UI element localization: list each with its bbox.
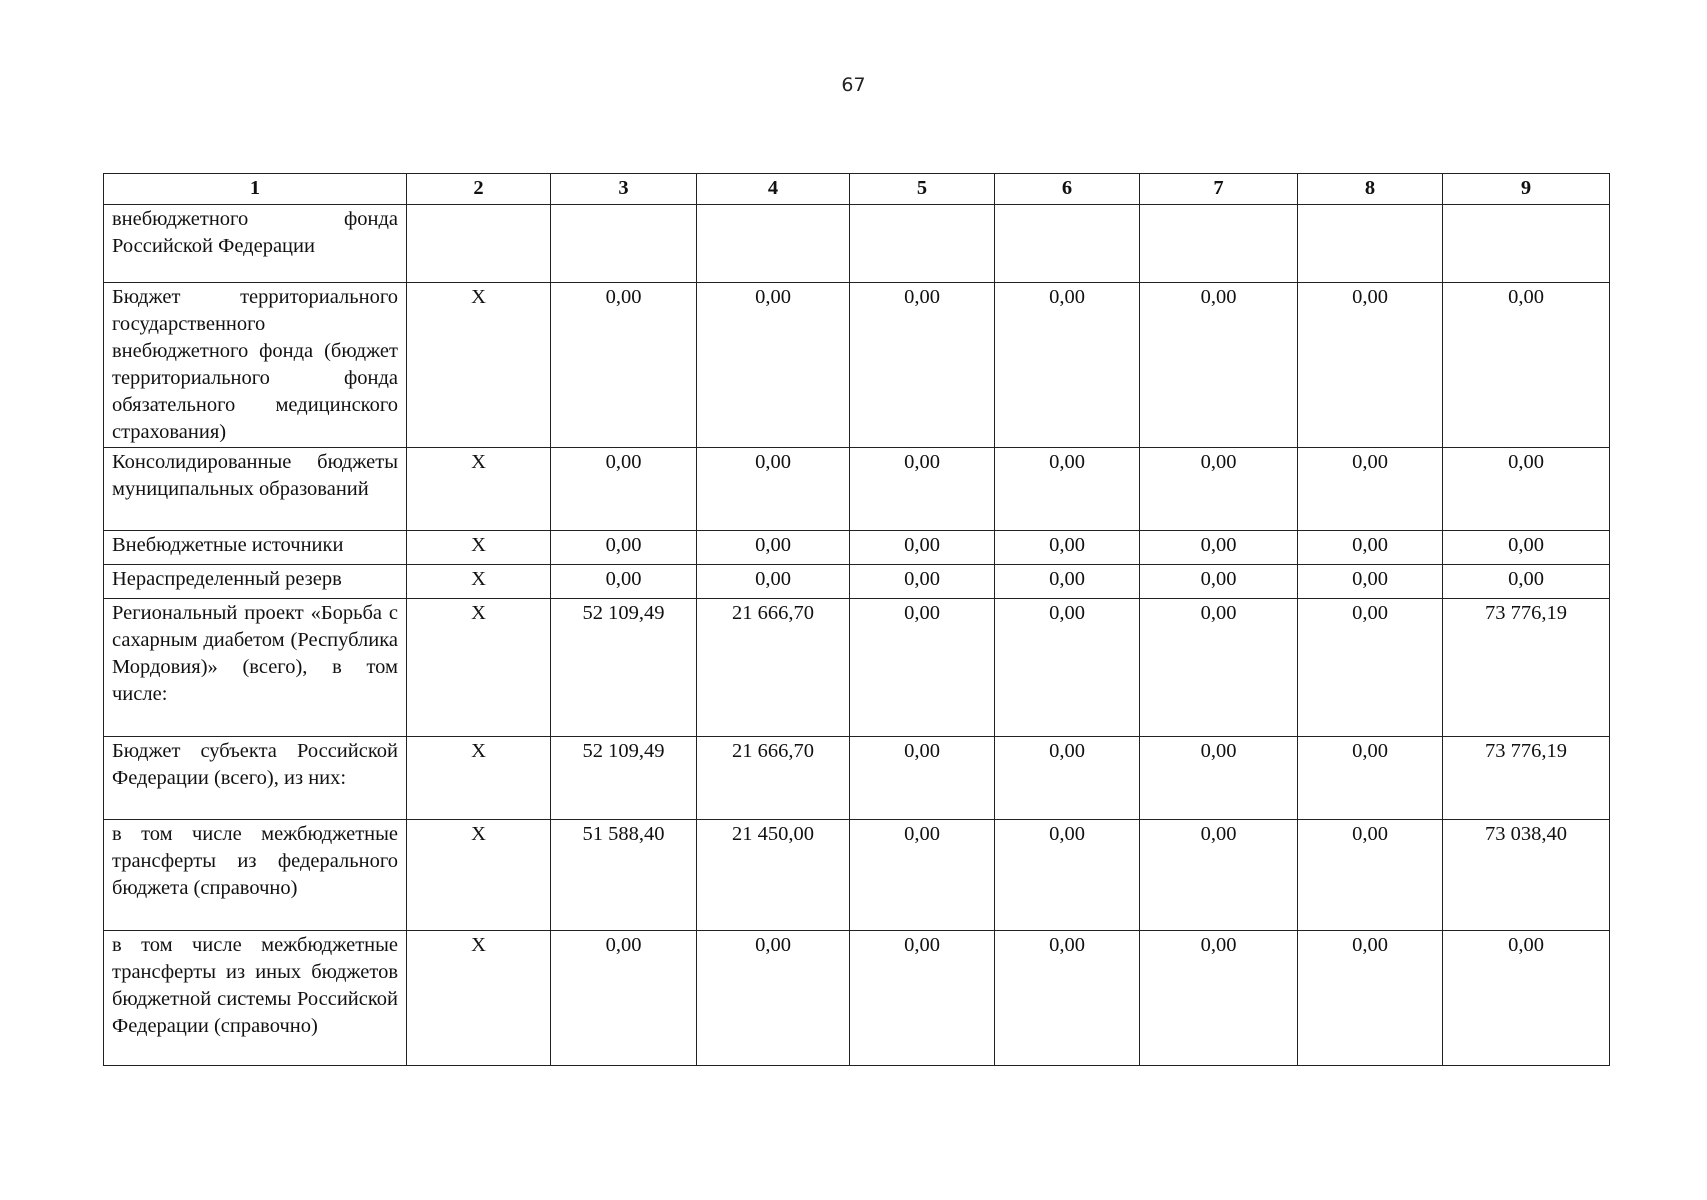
value-cell	[697, 205, 850, 283]
value-cell: 0,00	[995, 599, 1140, 737]
value-cell: 0,00	[850, 931, 995, 1066]
row-name-cell: Внебюджетные источники	[104, 531, 407, 565]
header-row	[104, 174, 1610, 205]
budget-table	[103, 173, 1610, 1066]
value-cell: 0,00	[1140, 599, 1298, 737]
value-cell: 0,00	[1298, 820, 1443, 931]
value-cell: 0,00	[995, 737, 1140, 820]
table-row	[104, 531, 1610, 565]
row-name-cell: внебюджетного фонда Российской Федерации	[104, 205, 407, 283]
row-name-cell: Нераспределенный резерв	[104, 565, 407, 599]
table-row	[104, 205, 1610, 283]
value-cell: X	[407, 931, 551, 1066]
value-cell: 0,00	[697, 565, 850, 599]
value-cell: 0,00	[995, 931, 1140, 1066]
value-cell: 0,00	[551, 283, 697, 448]
value-cell: 0,00	[1443, 448, 1610, 531]
table-row	[104, 820, 1610, 931]
value-cell: 73 776,19	[1443, 599, 1610, 737]
value-cell: 0,00	[551, 931, 697, 1066]
value-cell: 0,00	[1140, 931, 1298, 1066]
value-cell: 0,00	[850, 531, 995, 565]
value-cell: 0,00	[850, 448, 995, 531]
table-header	[104, 174, 1610, 205]
value-cell: 0,00	[850, 820, 995, 931]
budget-table-container	[103, 173, 1609, 1066]
value-cell: 21 450,00	[697, 820, 850, 931]
column-header-6: 6	[995, 174, 1140, 205]
value-cell	[1298, 205, 1443, 283]
value-cell: 0,00	[551, 565, 697, 599]
column-header-8: 8	[1298, 174, 1443, 205]
row-name-cell: Бюджет территориального государственного внебюджетного фонда (бюджет территориального фонда обязательного медицинского страхования)	[104, 283, 407, 448]
table-row	[104, 448, 1610, 531]
value-cell	[407, 205, 551, 283]
table-row	[104, 737, 1610, 820]
column-header-3: 3	[551, 174, 697, 205]
value-cell	[995, 205, 1140, 283]
value-cell: X	[407, 565, 551, 599]
value-cell: 52 109,49	[551, 737, 697, 820]
value-cell: 0,00	[1140, 820, 1298, 931]
value-cell: 0,00	[697, 931, 850, 1066]
row-name-cell: Бюджет субъекта Российской Федерации (всего), из них:	[104, 737, 407, 820]
value-cell: 0,00	[1443, 531, 1610, 565]
value-cell: 0,00	[551, 531, 697, 565]
value-cell: X	[407, 599, 551, 737]
column-header-4: 4	[697, 174, 850, 205]
value-cell: X	[407, 737, 551, 820]
row-name-cell: Консолидированные бюджеты муниципальных образований	[104, 448, 407, 531]
value-cell: 0,00	[1140, 448, 1298, 531]
table-row	[104, 599, 1610, 737]
value-cell: 0,00	[1140, 737, 1298, 820]
value-cell: X	[407, 448, 551, 531]
value-cell: 0,00	[995, 565, 1140, 599]
value-cell: 0,00	[1298, 599, 1443, 737]
value-cell: 0,00	[850, 737, 995, 820]
value-cell: 0,00	[1443, 565, 1610, 599]
value-cell: X	[407, 820, 551, 931]
value-cell	[551, 205, 697, 283]
value-cell: 0,00	[1298, 565, 1443, 599]
value-cell: X	[407, 531, 551, 565]
column-header-7: 7	[1140, 174, 1298, 205]
table-row	[104, 931, 1610, 1066]
value-cell: 0,00	[995, 283, 1140, 448]
value-cell	[1443, 205, 1610, 283]
value-cell: 0,00	[1140, 531, 1298, 565]
value-cell	[1140, 205, 1298, 283]
value-cell: 0,00	[1298, 931, 1443, 1066]
value-cell: 0,00	[1298, 737, 1443, 820]
value-cell: X	[407, 283, 551, 448]
value-cell: 0,00	[850, 599, 995, 737]
value-cell: 0,00	[995, 531, 1140, 565]
value-cell: 0,00	[1298, 283, 1443, 448]
value-cell: 52 109,49	[551, 599, 697, 737]
value-cell: 0,00	[1298, 448, 1443, 531]
value-cell: 0,00	[850, 283, 995, 448]
value-cell: 0,00	[551, 448, 697, 531]
value-cell: 0,00	[1298, 531, 1443, 565]
table-row	[104, 565, 1610, 599]
value-cell: 0,00	[1140, 565, 1298, 599]
row-name-cell: Региональный проект «Борьба с сахарным диабетом (Республика Мордовия)» (всего), в том числе:	[104, 599, 407, 737]
row-name-cell: в том числе межбюджетные трансферты из иных бюджетов бюджетной системы Российской Федерации (справочно)	[104, 931, 407, 1066]
value-cell: 0,00	[697, 283, 850, 448]
value-cell: 0,00	[1443, 283, 1610, 448]
column-header-2: 2	[407, 174, 551, 205]
value-cell: 51 588,40	[551, 820, 697, 931]
column-header-5: 5	[850, 174, 995, 205]
table-row	[104, 283, 1610, 448]
value-cell: 0,00	[850, 565, 995, 599]
value-cell: 0,00	[697, 531, 850, 565]
column-header-9: 9	[1443, 174, 1610, 205]
value-cell: 0,00	[995, 820, 1140, 931]
value-cell: 73 776,19	[1443, 737, 1610, 820]
value-cell: 0,00	[995, 448, 1140, 531]
page-number: 67	[841, 74, 866, 96]
value-cell: 21 666,70	[697, 599, 850, 737]
value-cell: 21 666,70	[697, 737, 850, 820]
table-body	[104, 205, 1610, 1066]
value-cell	[850, 205, 995, 283]
row-name-cell: в том числе межбюджетные трансферты из федерального бюджета (справочно)	[104, 820, 407, 931]
value-cell: 0,00	[1443, 931, 1610, 1066]
column-header-1: 1	[104, 174, 407, 205]
value-cell: 0,00	[1140, 283, 1298, 448]
value-cell: 73 038,40	[1443, 820, 1610, 931]
value-cell: 0,00	[697, 448, 850, 531]
